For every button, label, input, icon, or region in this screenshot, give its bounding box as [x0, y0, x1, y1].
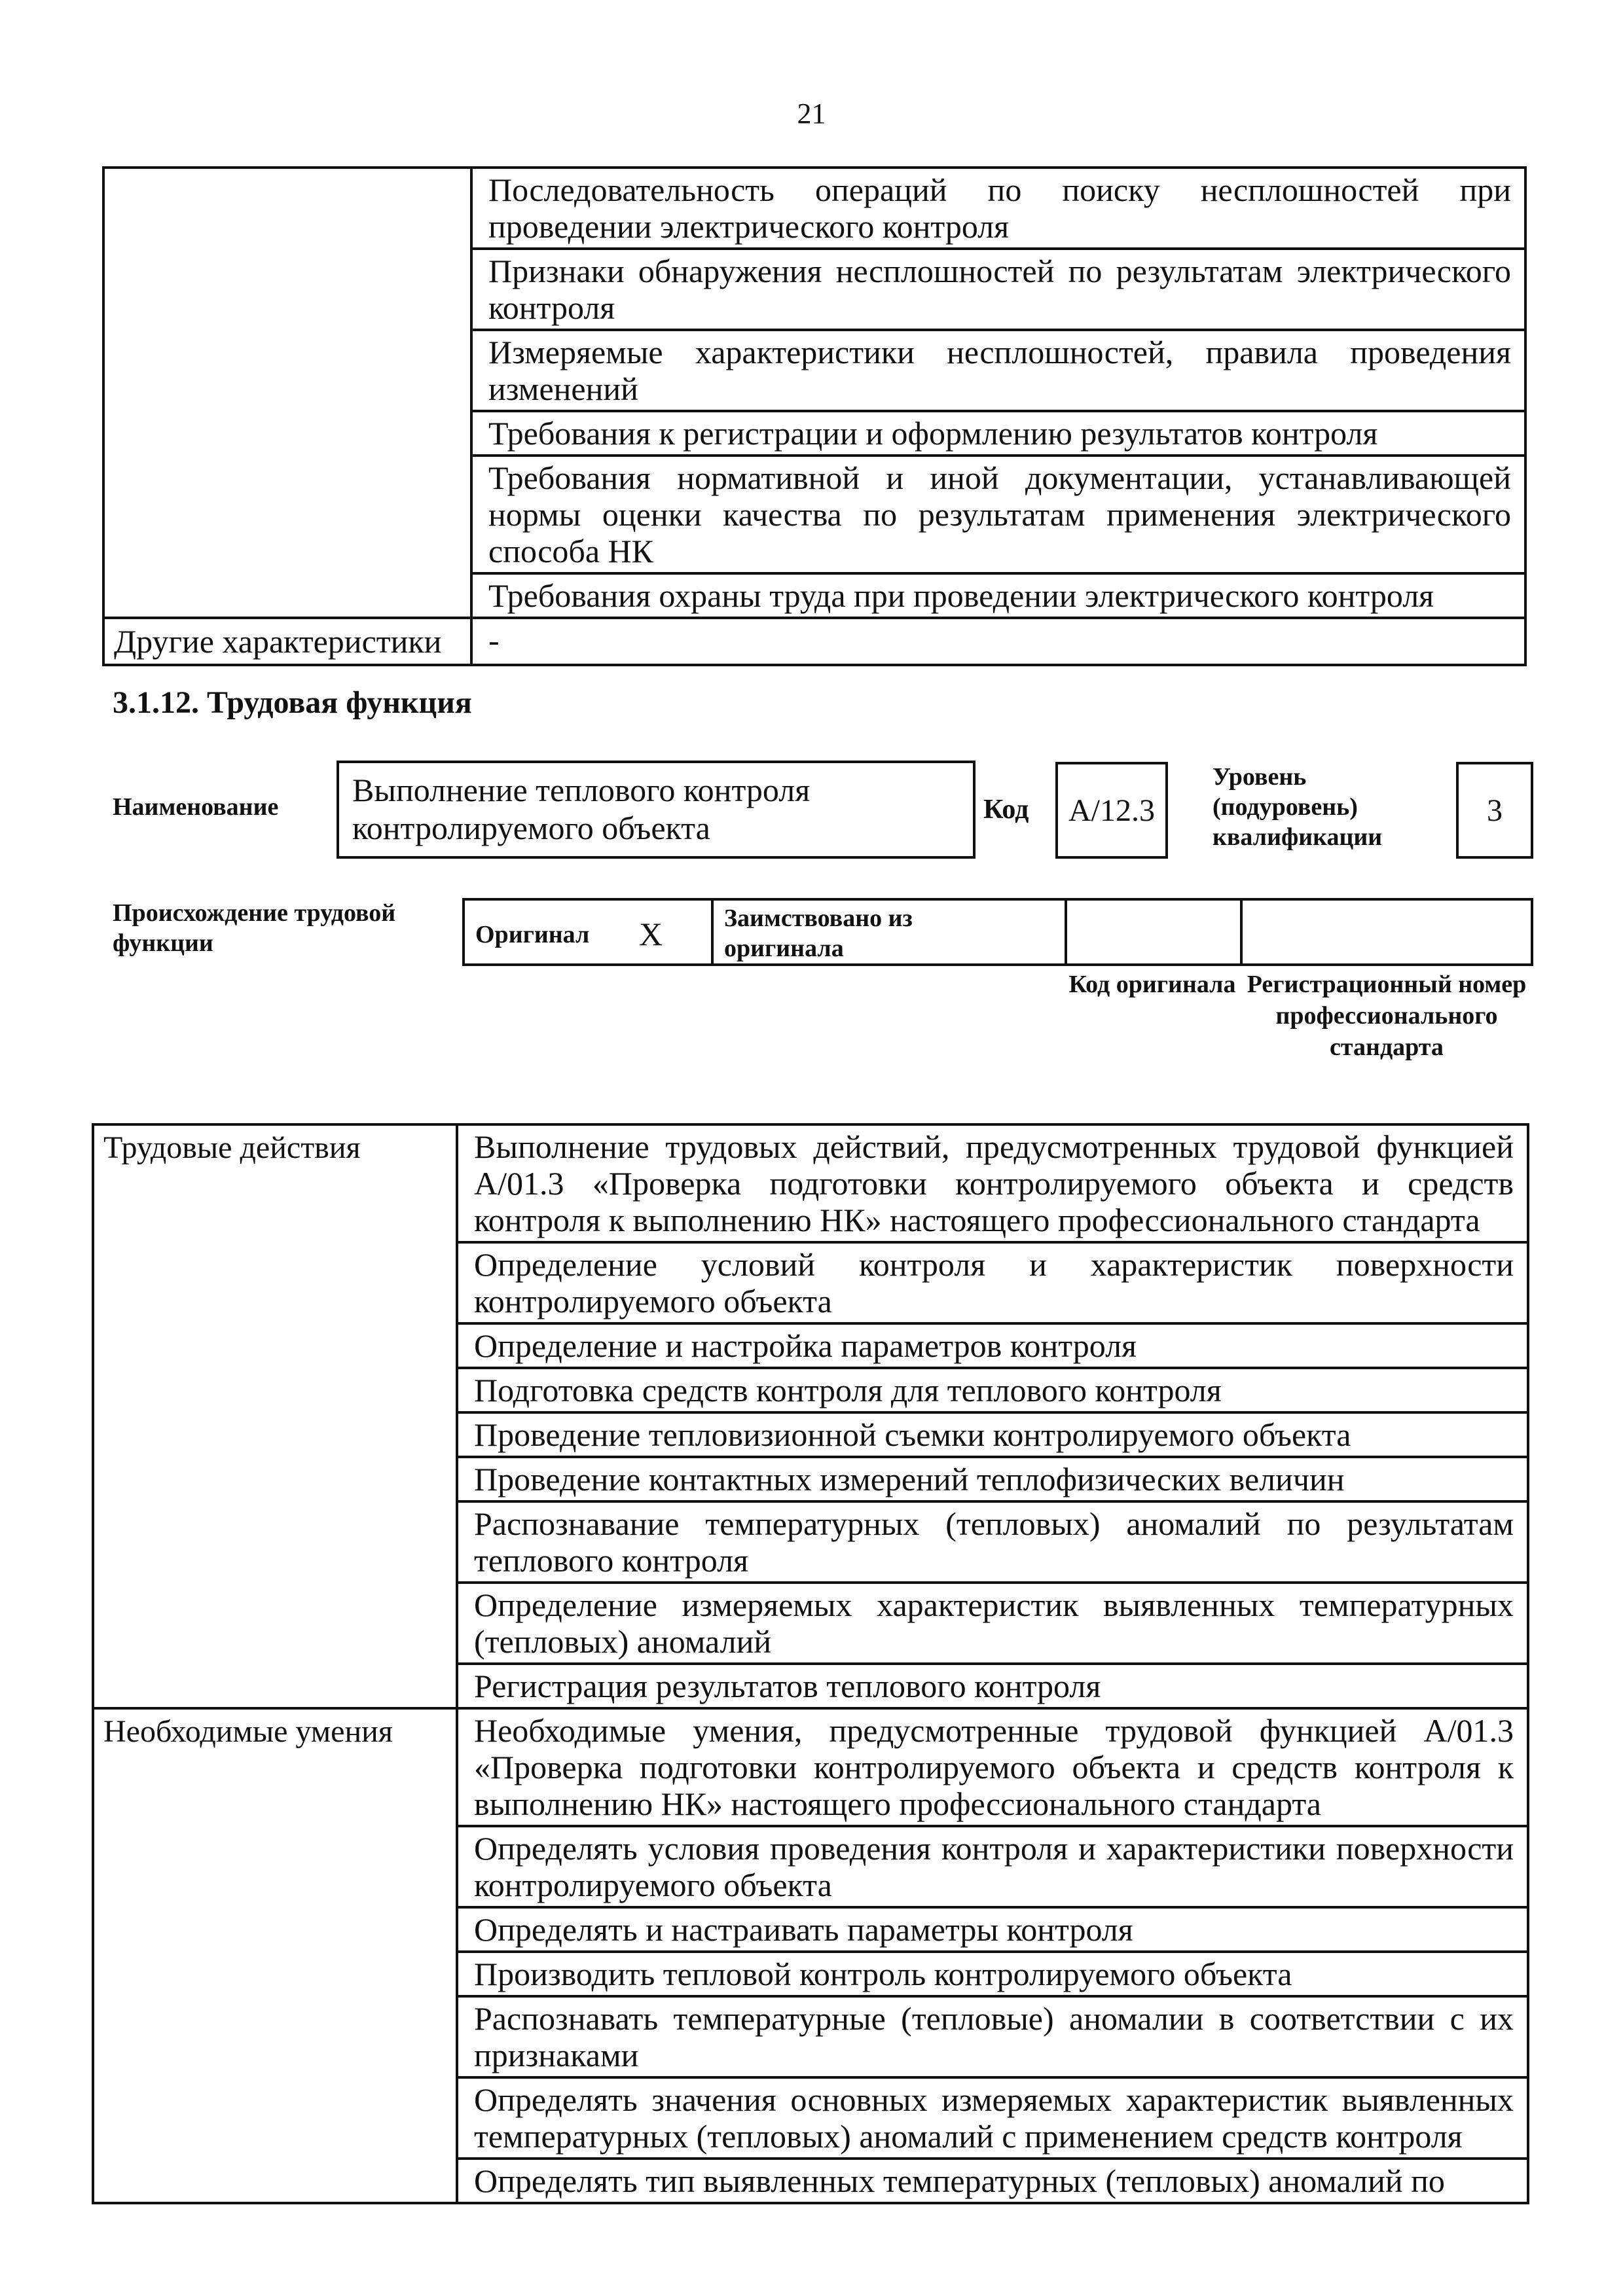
- table-cell: Признаки обнаружения несплошностей по результатам электрического контроля: [471, 249, 1525, 330]
- other-characteristics-label: Другие характеристики: [103, 618, 471, 665]
- name-label: Наименование: [113, 793, 279, 821]
- table-cell: Проведение контактных измерений теплофизических величин: [457, 1457, 1528, 1501]
- table-row: [93, 1124, 1528, 1242]
- table-cell: Требования нормативной и иной документации, устанавливающей нормы оценки качества по результатам применения электрического способа НК: [471, 456, 1525, 573]
- labor-actions-label: Трудовые действия: [93, 1124, 457, 1708]
- borrowed-cell: [714, 901, 1067, 963]
- empty-label-cell: [103, 168, 471, 618]
- table-cell: Регистрация результатов теплового контроля: [457, 1664, 1528, 1708]
- table-cell: Требования к регистрации и оформлению результатов контроля: [471, 411, 1525, 456]
- code-caption: Код оригинала: [1068, 971, 1236, 998]
- name-box: Выполнение теплового контроля контролируемого объекта: [337, 761, 976, 859]
- code-box: A/12.3: [1055, 762, 1168, 859]
- table-cell: Требования охраны труда при проведении электрического контроля: [471, 573, 1525, 618]
- table-cell: Определение измеряемых характеристик выявленных температурных (тепловых) аномалий: [457, 1583, 1528, 1664]
- other-characteristics-value: -: [471, 618, 1525, 665]
- original-code-cell: [1067, 901, 1243, 963]
- table-cell: Определять значения основных измеряемых характеристик выявленных температурных (тепловых) аномалий с применением средств контроля: [457, 2077, 1528, 2159]
- origin-label: Происхождение трудовой функции: [113, 899, 396, 957]
- table-cell: Определение и настройка параметров контроля: [457, 1323, 1528, 1368]
- table-cell: Определять и настраивать параметры контроля: [457, 1907, 1528, 1952]
- table-cell: Определение условий контроля и характеристик поверхности контролируемого объекта: [457, 1242, 1528, 1323]
- code-label: Код: [983, 795, 1029, 825]
- section-title: 3.1.12. Трудовая функция: [113, 685, 472, 720]
- registration-caption: Регистрационный номер профессионального стандарта: [1247, 971, 1527, 1061]
- table-cell: Распознавать температурные (тепловые) аномалии в соответствии с их признаками: [457, 1996, 1528, 2077]
- table-cell: Подготовка средств контроля для теплового контроля: [457, 1368, 1528, 1412]
- table-cell: Выполнение трудовых действий, предусмотренных трудовой функцией А/01.3 «Проверка подготовки контролируемого объекта и средств контроля к выполнению НК» настоящего профессионального стандарта: [457, 1124, 1528, 1242]
- original-cell: [465, 901, 714, 963]
- table-cell: Необходимые умения, предусмотренные трудовой функцией А/01.3 «Проверка подготовки контролируемого объекта и средств контроля к выполнению НК» настоящего профессионального стандарта: [457, 1708, 1528, 1826]
- table-cell: Определять тип выявленных температурных (тепловых) аномалий по: [457, 2159, 1528, 2203]
- table-cell: Измеряемые характеристики несплошностей, правила проведения изменений: [471, 330, 1525, 411]
- table-cell: Последовательность операций по поиску несплошностей при проведении электрического контроля: [471, 168, 1525, 249]
- table-cell: Распознавание температурных (тепловых) аномалий по результатам теплового контроля: [457, 1501, 1528, 1583]
- registration-number-cell: [1243, 901, 1531, 963]
- labor-function-table: [92, 1123, 1529, 2204]
- table-cell: Проведение тепловизионной съемки контролируемого объекта: [457, 1412, 1528, 1457]
- page-number: 21: [797, 98, 826, 130]
- original-label: Оригинал: [475, 921, 590, 948]
- table-row: [103, 618, 1525, 665]
- borrowed-label: Заимствовано из оригинала: [724, 905, 913, 962]
- level-label: Уровень (подуровень) квалификации: [1213, 763, 1383, 851]
- table-cell: Определять условия проведения контроля и характеристики поверхности контролируемого объекта: [457, 1826, 1528, 1907]
- skills-label: Необходимые умения: [93, 1708, 457, 2203]
- table-cell: Производить тепловой контроль контролируемого объекта: [457, 1952, 1528, 1996]
- table-row: [93, 1708, 1528, 1826]
- origin-strip: [462, 898, 1533, 966]
- original-mark: X: [639, 916, 663, 952]
- table-row: [103, 168, 1525, 249]
- level-box: 3: [1456, 762, 1533, 859]
- knowledge-table-continuation: [102, 166, 1527, 666]
